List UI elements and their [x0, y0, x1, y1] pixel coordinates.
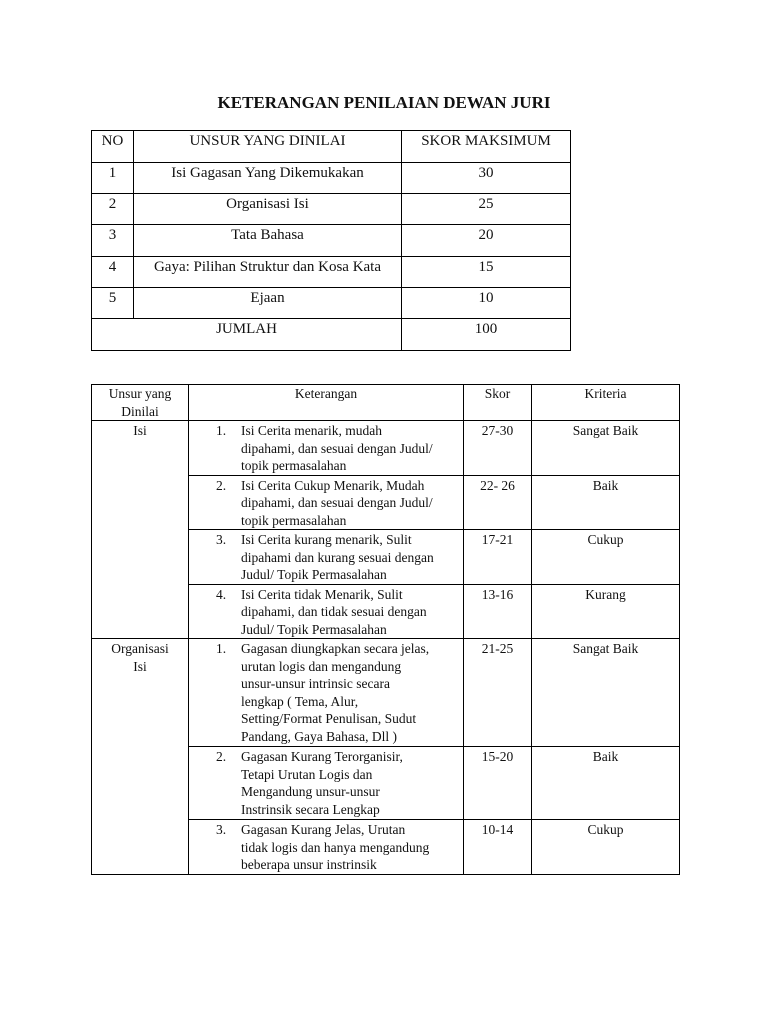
- row-skor: 10: [402, 288, 571, 319]
- description-line: beberapa unsur instrinsik: [241, 857, 377, 872]
- row-number: 3: [92, 225, 134, 257]
- description-text: [241, 821, 463, 874]
- description-text: [241, 586, 463, 639]
- criteria-table: [91, 384, 680, 875]
- description-line: Isi Cerita menarik, mudah: [241, 423, 382, 438]
- description-line: unsur-unsur intrinsic secara: [241, 676, 390, 691]
- description-item: [189, 748, 463, 818]
- description-line: Pandang, Gaya Bahasa, Dll ): [241, 728, 397, 744]
- score-range: 22- 26: [464, 475, 532, 530]
- description-cell: [189, 475, 464, 530]
- item-number: 4.: [216, 586, 227, 602]
- item-number: 1.: [216, 423, 227, 438]
- description-line: Gagasan diungkapkan secara jelas,: [241, 641, 430, 656]
- row-number: 4: [92, 257, 134, 288]
- description-line: dipahami, dan sesuai dengan Judul/: [241, 440, 433, 456]
- criterion-label: Isi: [133, 423, 147, 438]
- table-row: [92, 639, 680, 747]
- description-line: Gagasan Kurang Jelas, Urutan: [241, 822, 406, 837]
- description-cell: [189, 820, 464, 875]
- header-kriteria: Kriteria: [532, 385, 680, 421]
- score-range: 17-21: [464, 530, 532, 585]
- criteria-label: Baik: [532, 747, 680, 820]
- criteria-label: Baik: [532, 475, 680, 530]
- row-skor: 20: [402, 225, 571, 257]
- description-text: [241, 640, 463, 745]
- header-skor: Skor: [464, 385, 532, 421]
- criteria-label: Kurang: [532, 584, 680, 639]
- header-unsur: UNSUR YANG DINILAI: [134, 131, 402, 163]
- row-skor: 30: [402, 163, 571, 194]
- description-line: Mengandung unsur-unsur: [241, 784, 380, 799]
- description-item: [189, 477, 463, 530]
- total-label: JUMLAH: [92, 319, 402, 351]
- header-unsur: [92, 385, 189, 421]
- score-range: 21-25: [464, 639, 532, 747]
- header-keterangan: Keterangan: [189, 385, 464, 421]
- row-unsur: Isi Gagasan Yang Dikemukakan: [134, 163, 402, 194]
- score-range: 27-30: [464, 421, 532, 476]
- description-line: Setting/Format Penulisan, Sudut: [241, 711, 417, 726]
- header-unsur-label: Unsur yang Dinilai: [108, 386, 172, 419]
- description-text: [241, 477, 463, 530]
- criterion-cell: [92, 421, 189, 639]
- description-cell: [189, 639, 464, 747]
- table-header-row: [92, 385, 680, 421]
- table-row: [92, 288, 571, 319]
- description-cell: [189, 530, 464, 585]
- row-unsur: Tata Bahasa: [134, 225, 402, 257]
- score-range: 10-14: [464, 820, 532, 875]
- total-value: 100: [402, 319, 571, 351]
- header-no: NO: [92, 131, 134, 163]
- score-range: 15-20: [464, 747, 532, 820]
- criteria-label: Sangat Baik: [532, 639, 680, 747]
- description-line: Isi Cerita tidak Menarik, Sulit: [241, 586, 403, 602]
- criteria-label: Sangat Baik: [532, 421, 680, 476]
- row-unsur: Gaya: Pilihan Struktur dan Kosa Kata: [134, 257, 402, 288]
- description-line: Instrinsik secara Lengkap: [241, 801, 380, 817]
- table-row: [92, 194, 571, 225]
- table-header-row: [92, 131, 571, 163]
- description-text: [241, 531, 463, 584]
- row-number: 1: [92, 163, 134, 194]
- row-number: 5: [92, 288, 134, 319]
- description-cell: [189, 584, 464, 639]
- description-line: dipahami, dan tidak sesuai dengan: [241, 604, 427, 619]
- row-unsur: Organisasi Isi: [134, 194, 402, 225]
- row-unsur: Ejaan: [134, 288, 402, 319]
- criterion-label: Organisasi Isi: [111, 641, 169, 674]
- description-line: Isi Cerita kurang menarik, Sulit: [241, 532, 412, 547]
- description-line: urutan logis dan mengandung: [241, 658, 402, 674]
- header-skor-maksimum: SKOR MAKSIMUM: [402, 131, 571, 163]
- row-skor: 25: [402, 194, 571, 225]
- item-number: 3.: [216, 822, 227, 837]
- description-item: [189, 422, 463, 475]
- criteria-label: Cukup: [532, 530, 680, 585]
- item-number: 3.: [216, 532, 227, 547]
- description-item: [189, 821, 463, 874]
- description-cell: [189, 747, 464, 820]
- criteria-label: Cukup: [532, 820, 680, 875]
- score-range: 13-16: [464, 584, 532, 639]
- description-line: Judul/ Topik Permasalahan: [241, 621, 387, 637]
- description-line: Tetapi Urutan Logis dan: [241, 766, 373, 782]
- row-skor: 15: [402, 257, 571, 288]
- description-text: [241, 422, 463, 475]
- description-line: lengkap ( Tema, Alur,: [241, 693, 359, 709]
- description-line: dipahami, dan sesuai dengan Judul/: [241, 495, 433, 510]
- description-line: tidak logis dan hanya mengandung: [241, 839, 430, 855]
- description-line: Judul/ Topik Permasalahan: [241, 567, 387, 582]
- table-row: [92, 421, 680, 476]
- description-item: [189, 640, 463, 745]
- table-row: [92, 257, 571, 288]
- item-number: 2.: [216, 477, 227, 493]
- row-number: 2: [92, 194, 134, 225]
- description-item: [189, 531, 463, 584]
- description-line: dipahami dan kurang sesuai dengan: [241, 549, 434, 565]
- table-row: [92, 163, 571, 194]
- description-line: Isi Cerita Cukup Menarik, Mudah: [241, 477, 425, 493]
- max-score-table: [91, 130, 571, 351]
- item-number: 1.: [216, 641, 227, 656]
- page-title: KETERANGAN PENILAIAN DEWAN JURI: [217, 93, 551, 112]
- description-line: topik permasalahan: [241, 458, 347, 473]
- description-cell: [189, 421, 464, 476]
- item-number: 2.: [216, 749, 227, 764]
- description-text: [241, 748, 463, 818]
- table-row: [92, 225, 571, 257]
- description-line: Gagasan Kurang Terorganisir,: [241, 749, 403, 764]
- criterion-cell: [92, 639, 189, 875]
- total-row: [92, 319, 571, 351]
- description-item: [189, 586, 463, 639]
- description-line: topik permasalahan: [241, 512, 347, 528]
